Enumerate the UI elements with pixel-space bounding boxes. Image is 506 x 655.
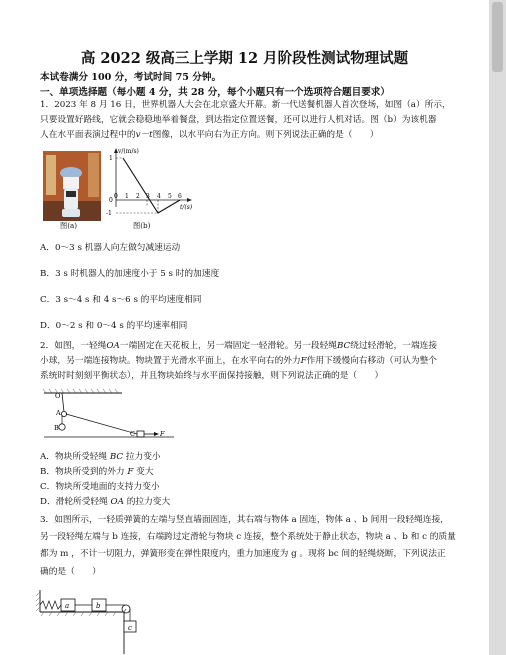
q1-option-b: B．3 s 时机器人的加速度小于 5 s 时的加速度	[40, 269, 220, 279]
q1-option-a: A．0～3 s 机器人向左做匀减速运动	[40, 243, 181, 253]
x-tick: 3	[146, 193, 150, 200]
q2-pulley-diagram	[42, 388, 182, 444]
x-tick: 5	[168, 193, 172, 200]
q1-text-line3: 人在水平面表演过程中的v－t图像，以水平向右为正方向。则下列说法正确的是（ ）	[40, 130, 379, 140]
q3-spring-diagram	[34, 588, 144, 654]
q1-var-vt: v－t	[135, 130, 153, 140]
y-tick: -1	[106, 210, 112, 217]
graph-ylabel: v/(m/s)	[118, 148, 139, 155]
q2-text-line2: 小球，另一端连接物块。物块置于光滑水平面上，在水平向右的外力F作用下缓慢向右移动（可认为整个	[40, 356, 437, 366]
q3-text-line1: 3．如图所示，一轻质弹簧的左端与竖直墙面固连，其右端与物体 a 固连，物体 a 、b 间用一段轻绳连接，	[40, 515, 449, 525]
x-tick: 6	[178, 193, 182, 200]
x-tick: 0	[114, 193, 118, 200]
q1-text-line1: 1．2023 年 8 月 16 日，世界机器人大会在北京盛大开幕。新一代送餐机器人首次登场，如图（a）所示，	[40, 100, 451, 110]
q1-option-d: D．0～2 s 和 0～4 s 的平均速率相同	[40, 321, 188, 331]
score-info: 本试卷满分 100 分，考试时间 75 分钟。	[40, 72, 222, 83]
label-a: A	[56, 409, 61, 417]
q2-option-b: B．物块所受到的外力 F 变大	[40, 467, 154, 477]
q1-text-line2: 只要设置好路线，它就会稳稳地举着餐盘，到达指定位置送餐，还可以进行人机对话。图（b）为该机器	[40, 115, 437, 125]
q1-option-c: C．3 s～4 s 和 4 s～6 s 的平均速度相同	[40, 295, 202, 305]
q3-text-line2: 另一段轻绳左端与 b 连接，右端跨过定滑轮与物块 c 连接，整个系统处于静止状态，物块 a 、b 和 c 的质量	[40, 532, 456, 542]
fig-a-caption: 图(a)	[60, 221, 78, 230]
y-tick: 1	[109, 155, 113, 162]
section-heading: 一、单项选择题（每小题 4 分，共 28 分，每个小题只有一个选项符合题目要求）	[40, 87, 390, 98]
q2-text-line3: 系统时时刻刻平衡状态），并且物块始终与水平面保持接触，则下列说法正确的是（ ）	[40, 371, 384, 381]
label-o: O	[55, 392, 61, 400]
scrollbar-thumb[interactable]	[492, 2, 503, 72]
y-tick: 0	[109, 197, 113, 204]
vt-graph	[100, 145, 196, 225]
q3-text-line3: 都为 m ，不计一切阻力，弹簧形变在弹性限度内，重力加速度为 g 。现将 bc 间的轻绳烧断，下列说法正	[40, 549, 446, 559]
fig-b-caption: 图(b)	[133, 221, 151, 230]
page-title: 高 2022 级高三上学期 12 月阶段性测试物理试题	[80, 50, 409, 67]
label-c: c	[128, 624, 132, 632]
vertical-scrollbar[interactable]	[489, 0, 506, 655]
label-b: b	[96, 602, 101, 610]
x-tick: 4	[157, 193, 161, 200]
graph-xlabel: t/(s)	[180, 204, 193, 211]
label-b: B	[54, 424, 59, 432]
q2-option-c: C．物块所受地面的支持力变小	[40, 482, 160, 492]
label-c: C	[130, 430, 135, 438]
q2-text-line1: 2．如图，一轻绳OA一端固定在天花板上，另一端固定一轻滑轮。另一段轻绳BC绕过轻滑轮，一端连接	[40, 341, 438, 351]
label-a: a	[65, 602, 70, 610]
label-f: F	[160, 430, 165, 438]
q2-option-a: A．物块所受轻绳 BC 拉力变小	[40, 452, 161, 462]
q2-option-d: D．滑轮所受轻绳 OA 的拉力变大	[40, 497, 171, 507]
q3-text-line4: 确的是（ ）	[40, 567, 101, 577]
x-tick: 1	[125, 193, 129, 200]
x-tick: 2	[136, 193, 140, 200]
robot-photo	[43, 151, 101, 221]
